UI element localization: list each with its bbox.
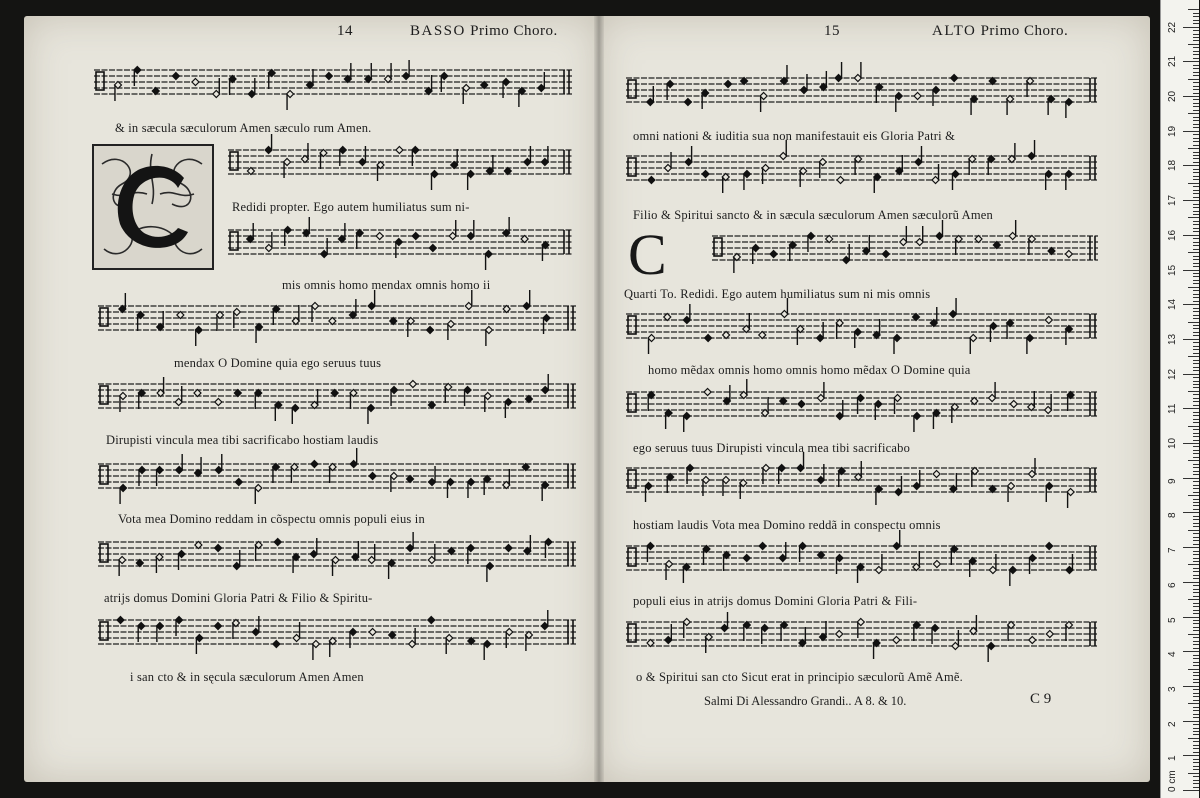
- left-choir-name: Primo Choro.: [470, 23, 558, 39]
- left-lyric-line-6: Vota mea Domino reddam in cõspectu omnis populi eius in: [118, 512, 425, 526]
- left-page-heading: [410, 23, 558, 40]
- ruler-tick: [1193, 450, 1199, 451]
- ruler-tick: [1193, 440, 1199, 441]
- right-lyric-line-6: hostiam laudis Vota mea Domino reddã in conspectu omnis: [633, 518, 941, 532]
- ruler-tick: [1193, 82, 1199, 83]
- ruler-tick: [1193, 731, 1199, 732]
- ruler-tick: [1193, 328, 1199, 329]
- ruler-tick: [1188, 599, 1199, 600]
- ruler-label: 15: [1167, 264, 1178, 276]
- ruler-tick: [1193, 453, 1199, 454]
- ruler-tick: [1193, 377, 1199, 378]
- staff-11: [712, 232, 1098, 262]
- ruler-tick: [1193, 492, 1199, 493]
- right-choir-name: Primo Choro.: [980, 23, 1069, 39]
- ruler-tick: [1193, 748, 1199, 749]
- ruler-tick: [1193, 214, 1199, 215]
- ruler-tick: [1193, 540, 1199, 541]
- ruler-tick: [1183, 200, 1199, 201]
- ruler-tick: [1188, 183, 1199, 184]
- ruler-tick: [1193, 405, 1199, 406]
- ruler-tick: [1183, 235, 1199, 236]
- ruler-tick: [1193, 106, 1199, 107]
- ruler-tick: [1193, 99, 1199, 100]
- ruler-tick: [1193, 308, 1199, 309]
- ruler-label: 21: [1167, 56, 1178, 68]
- ruler-tick: [1193, 544, 1199, 545]
- ruler-tick: [1193, 630, 1199, 631]
- ruler-tick: [1193, 485, 1199, 486]
- ruler-label: 14: [1167, 299, 1178, 311]
- staff-7: [98, 538, 576, 568]
- left-page-number: 14: [337, 23, 353, 39]
- ruler-tick: [1193, 363, 1199, 364]
- ruler-tick: [1193, 169, 1199, 170]
- ruler-tick: [1193, 93, 1199, 94]
- ruler-tick: [1193, 700, 1199, 701]
- ruler-tick: [1193, 207, 1199, 208]
- ruler-tick: [1193, 193, 1199, 194]
- ruler-tick: [1193, 578, 1199, 579]
- ruler-tick: [1183, 304, 1199, 305]
- ruler-tick: [1183, 651, 1199, 652]
- ruler-tick: [1193, 238, 1199, 239]
- ruler-tick: [1193, 68, 1199, 69]
- ruler-tick: [1193, 176, 1199, 177]
- ruler-tick: [1193, 613, 1199, 614]
- ruler-label: 3: [1167, 686, 1178, 692]
- ruler-tick: [1193, 769, 1199, 770]
- ruler-tick: [1193, 16, 1199, 17]
- ruler-tick: [1193, 65, 1199, 66]
- ruler-tick: [1183, 512, 1199, 513]
- ruler-tick: [1193, 762, 1199, 763]
- ruler-label: 18: [1167, 160, 1178, 172]
- ruler-tick: [1188, 530, 1199, 531]
- ruler-tick: [1193, 273, 1199, 274]
- ruler-tick: [1188, 773, 1199, 774]
- ruler-tick: [1193, 332, 1199, 333]
- ruler-tick: [1188, 564, 1199, 565]
- ruler-tick: [1188, 44, 1199, 45]
- ruler-tick: [1183, 61, 1199, 62]
- ruler-tick: [1193, 162, 1199, 163]
- ruler-tick: [1193, 665, 1199, 666]
- staff-2: [228, 146, 572, 176]
- ruler-tick: [1193, 47, 1199, 48]
- ruler-tick: [1193, 127, 1199, 128]
- ruler-tick: [1193, 474, 1199, 475]
- ruler-tick: [1193, 502, 1199, 503]
- ruler-tick: [1193, 370, 1199, 371]
- ruler-tick: [1193, 13, 1199, 14]
- ruler-tick: [1193, 488, 1199, 489]
- ruler-tick: [1183, 270, 1199, 271]
- left-lyric-line-8: i san cto & in sęcula sæculorum Amen Amen: [130, 670, 364, 684]
- ruler-tick: [1193, 446, 1199, 447]
- ruler-tick: [1193, 54, 1199, 55]
- ruler-tick: [1193, 734, 1199, 735]
- ruler-tick: [1193, 620, 1199, 621]
- ruler-tick: [1193, 224, 1199, 225]
- ruler-tick: [1193, 641, 1199, 642]
- ruler-tick: [1193, 610, 1199, 611]
- ruler-tick: [1193, 745, 1199, 746]
- ruler-tick: [1193, 467, 1199, 468]
- ruler-label: 10: [1167, 437, 1178, 449]
- ruler-tick: [1193, 509, 1199, 510]
- ruler-label: 12: [1167, 368, 1178, 380]
- ruler-tick: [1193, 561, 1199, 562]
- ruler-tick: [1193, 245, 1199, 246]
- ruler-tick: [1183, 374, 1199, 375]
- ruler-tick: [1193, 242, 1199, 243]
- ruler-tick: [1188, 460, 1199, 461]
- ruler-tick: [1193, 419, 1199, 420]
- ruler-tick: [1193, 51, 1199, 52]
- ruler-tick: [1193, 294, 1199, 295]
- ruler-tick: [1188, 391, 1199, 392]
- staff-14: [626, 464, 1098, 494]
- ruler-tick: [1193, 20, 1199, 21]
- ruler-label: 22: [1167, 21, 1178, 33]
- ruler-tick: [1193, 349, 1199, 350]
- ruler-tick: [1193, 499, 1199, 500]
- ruler-tick: [1193, 110, 1199, 111]
- left-lyric-line-1: & in sæcula sæculorum Amen sæculo rum Amen.: [115, 121, 372, 135]
- ruler-tick: [1188, 148, 1199, 149]
- ruler-label: 7: [1167, 547, 1178, 554]
- ruler-tick: [1193, 644, 1199, 645]
- ruler-tick: [1193, 155, 1199, 156]
- ruler-tick: [1193, 266, 1199, 267]
- ruler-tick: [1193, 558, 1199, 559]
- ruler-tick: [1193, 280, 1199, 281]
- ruler-tick: [1193, 58, 1199, 59]
- ruler-tick: [1193, 662, 1199, 663]
- ruler-tick: [1193, 412, 1199, 413]
- right-lyric-line-8: o & Spiritui san cto Sicut erat in principio sæculorũ Amẽ Amẽ.: [636, 670, 963, 684]
- ruler-tick: [1193, 675, 1199, 676]
- right-lyric-line-4: homo mẽdax omnis homo omnis homo mẽdax O Domine quia: [648, 363, 971, 377]
- right-lyric-line-3: Quarti To. Redidi. Ego autem humiliatus sum ni mis omnis: [624, 287, 931, 301]
- ruler-tick: [1193, 710, 1199, 711]
- ruler-tick: [1183, 617, 1199, 618]
- ruler-label: 8: [1167, 512, 1178, 519]
- ruler-tick: [1188, 703, 1199, 704]
- ruler-tick: [1193, 290, 1199, 291]
- ruler-label: 19: [1167, 125, 1178, 137]
- ruler-tick: [1193, 37, 1199, 38]
- ruler-tick: [1193, 360, 1199, 361]
- staff-10: [626, 152, 1098, 182]
- ruler-tick: [1193, 40, 1199, 41]
- ruler-tick: [1193, 256, 1199, 257]
- staff-1: [94, 66, 572, 96]
- ruler-tick: [1193, 221, 1199, 222]
- ruler-tick: [1193, 387, 1199, 388]
- ruler-label: 16: [1167, 229, 1178, 241]
- ruler-tick: [1193, 533, 1199, 534]
- ruler-tick: [1193, 693, 1199, 694]
- ruler-tick: [1193, 353, 1199, 354]
- left-voice-name: BASSO: [410, 23, 466, 39]
- ruler-tick: [1193, 145, 1199, 146]
- ruler-tick: [1193, 172, 1199, 173]
- ruler-tick: [1193, 717, 1199, 718]
- ruler-tick: [1193, 415, 1199, 416]
- ruler-label: 17: [1167, 194, 1178, 207]
- ruler-tick: [1193, 401, 1199, 402]
- ruler-tick: [1193, 311, 1199, 312]
- ruler-tick: [1193, 457, 1199, 458]
- ruler-tick: [1183, 165, 1199, 166]
- ruler-label: 9: [1167, 478, 1178, 484]
- ruler-tick: [1183, 339, 1199, 340]
- ruler-tick: [1188, 9, 1199, 10]
- book-spine: [594, 16, 604, 782]
- ruler-tick: [1183, 755, 1199, 756]
- ruler-tick: [1193, 335, 1199, 336]
- ruler-tick: [1193, 436, 1199, 437]
- ruler-tick: [1193, 658, 1199, 659]
- ruler-tick: [1193, 34, 1199, 35]
- ruler-tick: [1188, 287, 1199, 288]
- ruler-tick: [1193, 186, 1199, 187]
- ruler-tick: [1193, 689, 1199, 690]
- ruler-tick: [1183, 721, 1199, 722]
- ruler-tick: [1188, 738, 1199, 739]
- left-lyric-line-5: Dirupisti vincula mea tibi sacrificabo hostiam laudis: [106, 433, 379, 447]
- ornamental-initial-c-icon: [92, 144, 214, 270]
- staff-16: [626, 618, 1098, 648]
- initial-c-letter: C: [628, 222, 667, 287]
- ruler-tick: [1193, 325, 1199, 326]
- right-lyric-line-5: ego seruus tuus Dirupisti vincula mea tibi sacrificabo: [633, 441, 911, 455]
- ruler-tick: [1183, 686, 1199, 687]
- ruler-tick: [1183, 547, 1199, 548]
- right-page-number: 15: [824, 23, 840, 39]
- ruler-tick: [1193, 571, 1199, 572]
- staff-6: [98, 460, 576, 490]
- staff-4: [98, 302, 576, 332]
- ruler-tick: [1193, 228, 1199, 229]
- staff-8: [98, 616, 576, 646]
- ruler-tick: [1193, 117, 1199, 118]
- right-lyric-line-1: omni nationi & iuditia sua non manifestauit eis Gloria Patri &: [633, 129, 956, 143]
- ruler-tick: [1193, 592, 1199, 593]
- ruler-tick: [1193, 23, 1199, 24]
- ruler-tick: [1188, 252, 1199, 253]
- ruler-tick: [1193, 86, 1199, 87]
- ruler-tick: [1193, 197, 1199, 198]
- ruler-tick: [1193, 606, 1199, 607]
- ruler-tick: [1193, 783, 1199, 784]
- ruler-tick: [1193, 707, 1199, 708]
- staff-15: [626, 542, 1098, 572]
- ruler-tick: [1193, 152, 1199, 153]
- ruler-tick: [1193, 134, 1199, 135]
- ruler-tick: [1193, 297, 1199, 298]
- ruler-tick: [1183, 443, 1199, 444]
- ruler-tick: [1193, 637, 1199, 638]
- ruler-tick: [1193, 696, 1199, 697]
- ruler-tick: [1193, 276, 1199, 277]
- left-lyric-line-7: atrijs domus Domini Gloria Patri & Filio & Spiritu-: [104, 591, 373, 605]
- ruler-label: 6: [1167, 582, 1178, 588]
- ruler-label: 2: [1167, 721, 1178, 727]
- ruler-tick: [1193, 249, 1199, 250]
- ruler-tick: [1193, 776, 1199, 777]
- right-lyric-line-7: populi eius in atrijs domus Domini Gloria Patri & Fili-: [633, 594, 918, 608]
- ruler-tick: [1193, 346, 1199, 347]
- ruler-tick: [1193, 672, 1199, 673]
- ruler-tick: [1183, 790, 1199, 791]
- ruler-tick: [1193, 787, 1199, 788]
- staff-5: [98, 380, 576, 410]
- ruler-tick: [1193, 318, 1199, 319]
- ruler-label: 1: [1167, 755, 1178, 762]
- ruler-tick: [1193, 471, 1199, 472]
- ruler-tick: [1193, 30, 1199, 31]
- ruler-tick: [1193, 519, 1199, 520]
- ruler-tick: [1193, 394, 1199, 395]
- ruler-tick: [1193, 655, 1199, 656]
- ruler-tick: [1193, 575, 1199, 576]
- ruler-tick: [1193, 315, 1199, 316]
- ruler-tick: [1193, 158, 1199, 159]
- ruler-tick: [1193, 103, 1199, 104]
- ruler-tick: [1193, 259, 1199, 260]
- ruler-tick: [1193, 301, 1199, 302]
- ruler-tick: [1193, 759, 1199, 760]
- ruler-tick: [1188, 356, 1199, 357]
- staff-3: [228, 226, 572, 256]
- ruler-tick: [1193, 433, 1199, 434]
- ruler-tick: [1183, 27, 1199, 28]
- ruler-tick: [1193, 623, 1199, 624]
- ruler-tick: [1193, 124, 1199, 125]
- ruler-tick: [1193, 429, 1199, 430]
- ruler-tick: [1193, 551, 1199, 552]
- right-page-heading: [932, 23, 1068, 40]
- ruler-tick: [1193, 464, 1199, 465]
- ruler-tick: [1188, 634, 1199, 635]
- printer-footer: Salmi Di Alessandro Grandi.. A 8. & 10.: [704, 694, 907, 708]
- ruler-tick: [1193, 679, 1199, 680]
- ruler-tick: [1193, 537, 1199, 538]
- ruler-tick: [1188, 79, 1199, 80]
- ruler-label: 13: [1167, 333, 1178, 345]
- ruler-tick: [1188, 495, 1199, 496]
- ruler-tick: [1193, 75, 1199, 76]
- ruler-tick: [1193, 627, 1199, 628]
- ruler-tick: [1188, 669, 1199, 670]
- ruler-tick: [1193, 585, 1199, 586]
- left-lyric-line-3: mis omnis homo mendax omnis homo ii: [282, 278, 491, 292]
- ruler-tick: [1193, 741, 1199, 742]
- ruler-label: 4: [1167, 651, 1178, 658]
- signature-mark: C 9: [1030, 691, 1052, 707]
- ruler-tick: [1193, 589, 1199, 590]
- ruler-label: 0 cm: [1167, 770, 1178, 792]
- ruler-tick: [1193, 141, 1199, 142]
- ruler-tick: [1193, 481, 1199, 482]
- staff-13: [626, 388, 1098, 418]
- ruler-label: 11: [1167, 403, 1178, 415]
- ruler-tick: [1193, 682, 1199, 683]
- ruler-tick: [1183, 408, 1199, 409]
- ruler-label: 5: [1167, 616, 1178, 623]
- ruler-tick: [1193, 231, 1199, 232]
- right-lyric-line-2: Filio & Spiritui sancto & in sæcula sæculorum Amen sæculorũ Amen: [633, 208, 994, 222]
- ruler-tick: [1193, 728, 1199, 729]
- left-lyric-line-4: mendax O Domine quia ego seruus tuus: [174, 356, 382, 370]
- ruler-tick: [1193, 526, 1199, 527]
- ruler-tick: [1193, 381, 1199, 382]
- ruler-tick: [1193, 89, 1199, 90]
- ruler-tick: [1193, 342, 1199, 343]
- ruler-tick: [1193, 367, 1199, 368]
- staff-12: [626, 310, 1098, 340]
- ruler-tick: [1193, 648, 1199, 649]
- ruler-tick: [1193, 523, 1199, 524]
- ruler-tick: [1193, 714, 1199, 715]
- ruler-tick: [1193, 190, 1199, 191]
- ruler-tick: [1193, 179, 1199, 180]
- ruler-tick: [1193, 724, 1199, 725]
- right-voice-name: ALTO: [932, 23, 977, 39]
- ruler-tick: [1193, 398, 1199, 399]
- ruler-tick: [1193, 211, 1199, 212]
- ruler-tick: [1193, 422, 1199, 423]
- ruler-tick: [1183, 131, 1199, 132]
- ruler-tick: [1193, 603, 1199, 604]
- ruler-tick: [1193, 120, 1199, 121]
- ruler-tick: [1193, 138, 1199, 139]
- ruler-tick: [1193, 516, 1199, 517]
- ruler-tick: [1188, 113, 1199, 114]
- ruler-tick: [1188, 217, 1199, 218]
- ruler-tick: [1193, 204, 1199, 205]
- ruler-tick: [1188, 322, 1199, 323]
- left-lyric-line-2: Redidi propter. Ego autem humiliatus sum ni-: [232, 200, 470, 214]
- ruler-tick: [1193, 766, 1199, 767]
- ruler-tick: [1193, 505, 1199, 506]
- ruler-tick: [1193, 384, 1199, 385]
- ruler-tick: [1183, 582, 1199, 583]
- ruler-tick: [1193, 263, 1199, 264]
- ruler-label: 20: [1167, 90, 1178, 102]
- measurement-ruler: [1160, 0, 1199, 798]
- ruler-tick: [1193, 568, 1199, 569]
- ruler-tick: [1193, 283, 1199, 284]
- ruler-tick: [1183, 96, 1199, 97]
- staff-9: [626, 74, 1098, 104]
- ruler-tick: [1188, 426, 1199, 427]
- ruler-tick: [1183, 478, 1199, 479]
- ruler-tick: [1193, 780, 1199, 781]
- ruler-tick: [1193, 596, 1199, 597]
- ruler-tick: [1193, 752, 1199, 753]
- ruler-tick: [1193, 72, 1199, 73]
- ruler-tick: [1193, 554, 1199, 555]
